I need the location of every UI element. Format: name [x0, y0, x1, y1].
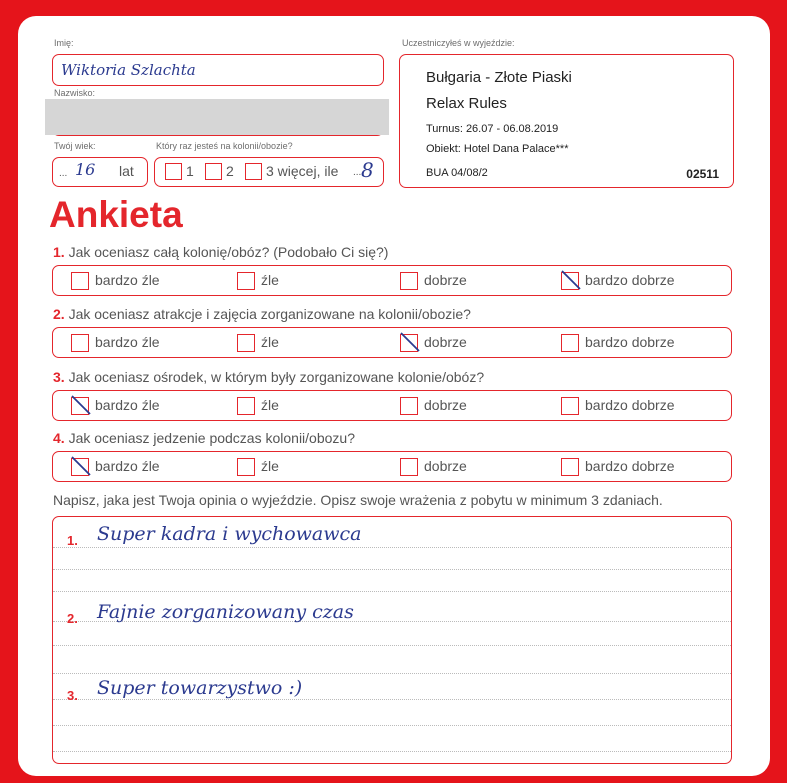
rating-checkbox[interactable]	[71, 272, 89, 290]
rating-checkbox[interactable]	[561, 272, 579, 290]
answer-number-3: 3.	[67, 688, 78, 703]
trip-turnus: Turnus: 26.07 - 06.08.2019	[426, 123, 559, 135]
rating-option-label: bardzo dobrze	[585, 334, 675, 350]
trip-code: BUA 04/08/2	[426, 167, 488, 179]
answer-number-2: 2.	[67, 611, 78, 626]
times-option-1: 1	[186, 163, 194, 179]
rating-checkbox[interactable]	[71, 397, 89, 415]
page-title: Ankieta	[49, 194, 183, 235]
rating-option-label: źle	[261, 458, 279, 474]
rating-option-label: bardzo źle	[95, 397, 160, 413]
checkmark-icon	[399, 331, 421, 353]
answer-text-1: Super kadra i wychowawca	[97, 523, 362, 545]
opinion-prompt: Napisz, jaka jest Twoja opinia o wyjeździe. Opisz swoje wrażenia z pobytu w minimum 3 zdaniach.	[53, 492, 663, 508]
rating-checkbox[interactable]	[400, 334, 418, 352]
answer-text-3: Super towarzystwo :)	[97, 677, 303, 699]
opinion-box[interactable]	[52, 516, 732, 764]
times-value: 8	[361, 158, 374, 182]
times-field[interactable]	[154, 157, 384, 187]
rating-option-label: dobrze	[424, 334, 467, 350]
rating-checkbox[interactable]	[71, 458, 89, 476]
answer-text-2: Fajnie zorganizowany czas	[97, 601, 354, 623]
rating-option-label: bardzo źle	[95, 272, 160, 288]
rating-checkbox[interactable]	[400, 397, 418, 415]
question-number: 4.	[53, 430, 65, 446]
rating-checkbox[interactable]	[400, 272, 418, 290]
age-dots: ...	[59, 168, 68, 179]
trip-label: Uczestniczyłeś w wyjeździe:	[402, 38, 515, 48]
rating-option-label: bardzo dobrze	[585, 397, 675, 413]
rating-option-label: bardzo źle	[95, 458, 160, 474]
redaction-block	[45, 99, 389, 135]
rating-option-label: dobrze	[424, 397, 467, 413]
rating-row-1	[52, 265, 732, 296]
rating-checkbox[interactable]	[237, 334, 255, 352]
question-number: 2.	[53, 306, 65, 322]
rating-checkbox[interactable]	[237, 397, 255, 415]
question-1	[53, 244, 388, 260]
checkmark-icon	[70, 394, 92, 416]
answer-number-1: 1.	[67, 533, 78, 548]
rating-option-label: źle	[261, 272, 279, 288]
question-3	[53, 369, 484, 385]
rating-row-2	[52, 327, 732, 358]
times-option-3: 3 więcej, ile	[266, 163, 339, 179]
trip-box	[399, 54, 734, 188]
rating-option-label: dobrze	[424, 272, 467, 288]
times-label: Który raz jesteś na kolonii/obozie?	[156, 141, 293, 151]
checkmark-icon	[70, 455, 92, 477]
trip-program: Relax Rules	[426, 95, 507, 112]
rating-row-4	[52, 451, 732, 482]
rating-option-label: dobrze	[424, 458, 467, 474]
question-text: Jak oceniasz jedzenie podczas kolonii/obozu?	[68, 430, 355, 446]
question-text: Jak oceniasz całą kolonię/obóz? (Podobało Ci się?)	[68, 244, 389, 260]
trip-destination: Bułgaria - Złote Piaski	[426, 69, 572, 86]
times-checkbox-1[interactable]	[165, 163, 182, 180]
times-dots: ...	[353, 167, 362, 178]
rating-row-3	[52, 390, 732, 421]
rating-checkbox[interactable]	[400, 458, 418, 476]
rating-option-label: źle	[261, 334, 279, 350]
first-name-field[interactable]	[52, 54, 384, 86]
question-number: 3.	[53, 369, 65, 385]
checkmark-icon	[560, 269, 582, 291]
rating-checkbox[interactable]	[561, 397, 579, 415]
rating-checkbox[interactable]	[237, 272, 255, 290]
age-unit: lat	[119, 163, 134, 179]
last-name-label: Nazwisko:	[54, 88, 96, 98]
first-name-label: Imię:	[54, 38, 74, 48]
rating-option-label: bardzo źle	[95, 334, 160, 350]
age-field[interactable]	[52, 157, 148, 187]
rating-checkbox[interactable]	[237, 458, 255, 476]
rating-option-label: źle	[261, 397, 279, 413]
age-value: 16	[75, 160, 96, 179]
rating-checkbox[interactable]	[561, 458, 579, 476]
question-text: Jak oceniasz ośrodek, w którym były zorganizowane kolonie/obóz?	[68, 369, 485, 385]
age-label: Twój wiek:	[54, 141, 96, 151]
rating-checkbox[interactable]	[561, 334, 579, 352]
trip-number: 02511	[686, 167, 719, 181]
question-4	[53, 430, 355, 446]
question-text: Jak oceniasz atrakcje i zajęcia zorganizowane na kolonii/obozie?	[68, 306, 471, 322]
survey-sheet	[18, 16, 770, 776]
rating-option-label: bardzo dobrze	[585, 458, 675, 474]
times-checkbox-2[interactable]	[205, 163, 222, 180]
times-checkbox-3[interactable]	[245, 163, 262, 180]
question-number: 1.	[53, 244, 65, 260]
trip-hotel: Obiekt: Hotel Dana Palace***	[426, 143, 569, 155]
rating-checkbox[interactable]	[71, 334, 89, 352]
times-option-2: 2	[226, 163, 234, 179]
first-name-value: Wiktoria Szlachta	[61, 61, 196, 79]
question-2	[53, 306, 471, 322]
last-name-field[interactable]	[52, 104, 384, 136]
rating-option-label: bardzo dobrze	[585, 272, 675, 288]
